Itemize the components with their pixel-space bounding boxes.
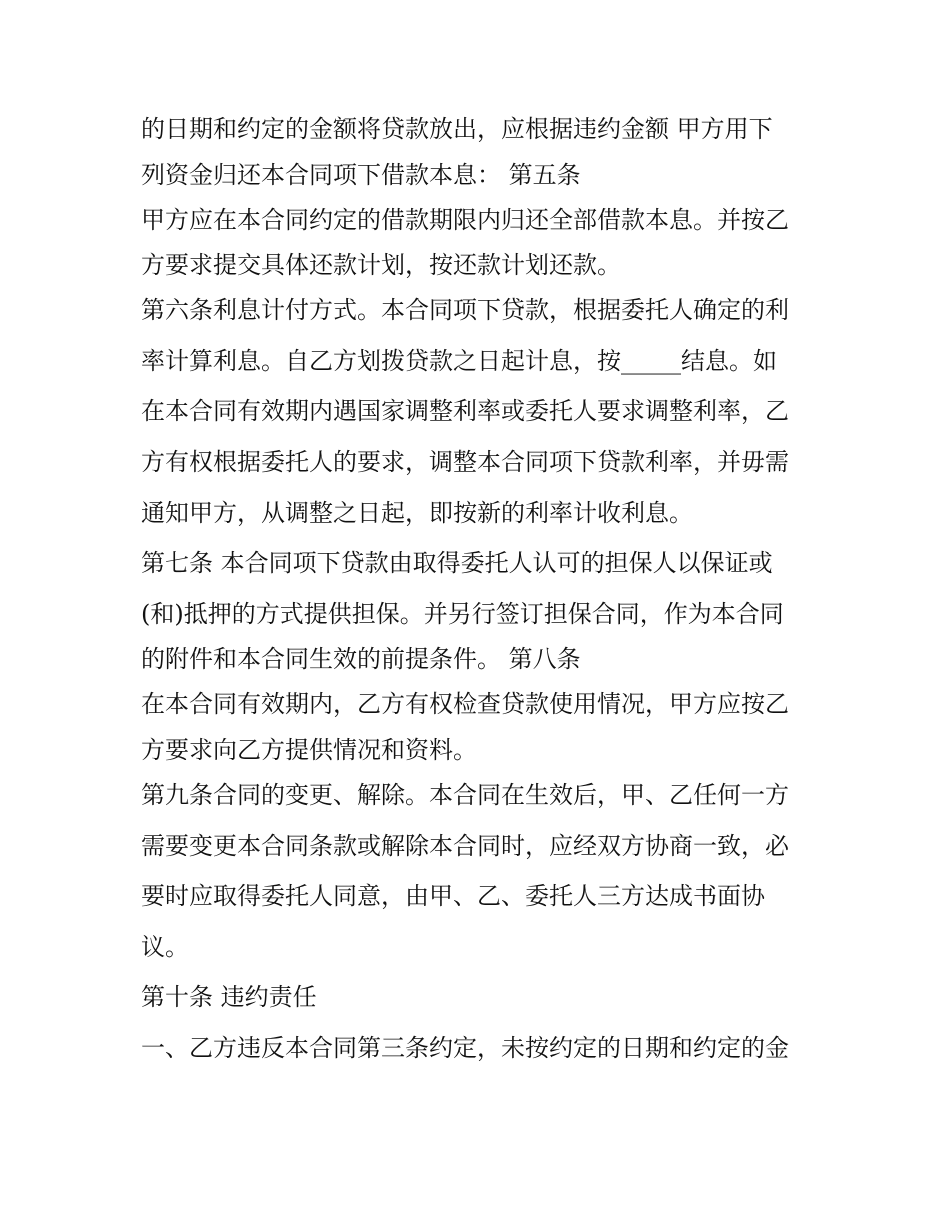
text-line: 在本合同有效期内遇国家调整利率或委托人要求调整利率，乙 [141, 397, 789, 426]
text-line: 方有权根据委托人的要求，调整本合同项下贷款利率，并毋需 [141, 447, 789, 476]
text-line: 甲方应在本合同约定的借款期限内归还全部借款本息。并按乙 [141, 205, 789, 234]
text-line: 需要变更本合同条款或解除本合同时，应经双方协商一致，必 [141, 831, 789, 860]
document-body [141, 104, 821, 1074]
text-line: 第六条利息计付方式。本合同项下贷款，根据委托人确定的利 [141, 296, 789, 325]
text-line: 第九条合同的变更、解除。本合同在生效后，甲、乙任何一方 [141, 780, 789, 809]
text-line: 在本合同有效期内，乙方有权检查贷款使用情况，甲方应按乙 [141, 690, 789, 719]
text-line: 通知甲方，从调整之日起，即按新的利率计收利息。 [141, 498, 693, 527]
text-line: 的日期和约定的金额将贷款放出，应根据违约金额 甲方用下 [141, 115, 773, 143]
text-line: 的附件和本合同生效的前提条件。 第八条 [141, 645, 581, 674]
text-line: 一、乙方违反本合同第三条约定，未按约定的日期和约定的金 [141, 1033, 789, 1062]
text-line: 要时应取得委托人同意，由甲、乙、委托人三方达成书面协 [141, 882, 765, 911]
text-line: 率计算利息。自乙方划拨贷款之日起计息，按_____结息。如 [141, 346, 777, 375]
text-line: 第十条 违约责任 [141, 983, 317, 1012]
text-line: 方要求向乙方提供情况和资料。 [141, 735, 477, 764]
text-line: (和)抵押的方式提供担保。并另行签订担保合同，作为本合同 [141, 599, 784, 628]
text-line: 列资金归还本合同项下借款本息： 第五条 [141, 160, 581, 189]
text-line: 议。 [141, 932, 189, 961]
text-line: 第七条 本合同项下贷款由取得委托人认可的担保人以保证或 [141, 549, 773, 578]
text-line: 方要求提交具体还款计划，按还款计划还款。 [141, 251, 621, 280]
